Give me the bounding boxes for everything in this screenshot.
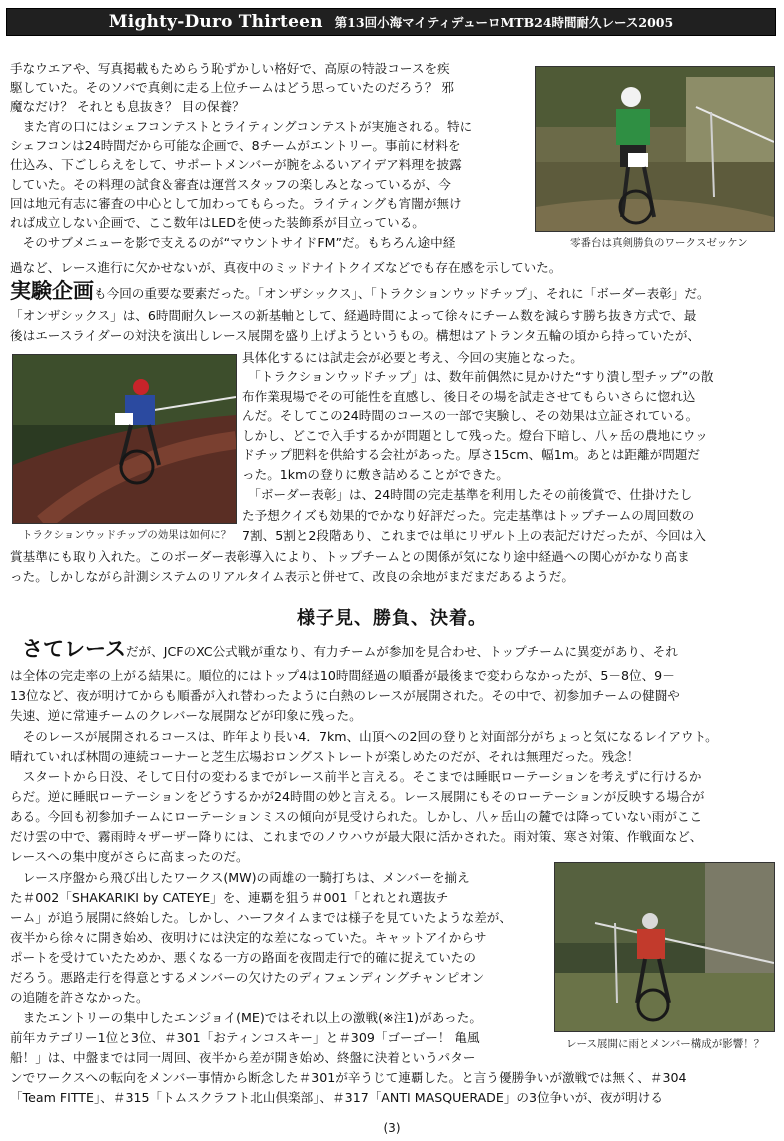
text-line: 「トラクションウッドチップ」は、数年前偶然に見かけた“すり潰し型チップ”の散: [242, 369, 714, 384]
text-line: そのサブメニューを影で支えるのが“マウントサイドFM”だ。もちろん途中経: [10, 235, 456, 250]
lead-word-race: さてレース: [22, 637, 126, 661]
text-line: レース序盤から飛び出したワークス(MW)の両雄の一騎打ちは、メンバーを揃え: [10, 870, 470, 885]
text-line: った。1kmの登りに敷き詰めることができた。: [242, 467, 509, 482]
text-line: れば成立しない企画で、ここ数年はLEDを使った装飾系が目立っている。: [10, 215, 425, 230]
text-line: 失速、逆に常連チームのクレバーな展開などが印象に残った。: [10, 708, 362, 723]
lead-paragraph-experiments: [10, 279, 774, 305]
photo1-caption: 零番台は真剣勝負のワークスゼッケン: [570, 237, 748, 249]
text-line: 13位など、夜が明けてからも順番が入れ替わったように白熱のレースが展開された。その中で、初参加チームの健闘や: [10, 688, 680, 703]
page-number: (3): [383, 1121, 401, 1135]
text-line: 布作業現場でその可能性を直感し、後日その場を試走させてもらいさらに惚れ込: [242, 389, 696, 404]
text-line: 賞基準にも取り入れた。このボーダー表彰導入により、トップチームとの関係が気になり途中経過への関心がかなり高ま: [10, 549, 690, 564]
lead-word-experiments: 実験企画: [10, 279, 94, 303]
text-line: 後はエースライダーの対決を演出しレース展開を盛り上げようというもの。構想はアトランタ五輪の頃から持っていたが、: [10, 328, 701, 343]
lead-paragraph-race: [22, 637, 774, 663]
text-line: 「オンザシックス」は、6時間耐久レースの新基軸として、経過時間によって徐々にチーム数を減らす勝ち抜き方式で、最: [10, 308, 697, 323]
photo2-caption: トラクションウッドチップの効果は如何に？: [22, 529, 232, 541]
text-line: しかし、どこで入手するかが問題として残った。燈台下暗し、八ヶ岳の農地にウッ: [242, 428, 708, 443]
text-line: の追随を許さなかった。: [10, 990, 149, 1005]
text-line: 前年カテゴリー1位と3位、＃301「おティンコスキー」と＃309「ゴーゴー！ 亀風: [10, 1030, 480, 1045]
text-line: ポートを受けていたためか、悪くなる一方の路面を夜間走行で的確に捉えていたの: [10, 950, 476, 965]
text-line: レースへの集中度がさらに高まったのだ。: [10, 849, 249, 864]
text-line: んだ。そしてこの24時間のコースの一部で実験し、その効果は立証されている。: [242, 408, 699, 423]
photo-wood-chip-course: [12, 354, 237, 524]
text-line: た予想クイズも効果的でかなり好評だった。完走基準はトップチームの周回数の: [242, 508, 695, 523]
section-heading: 様子見、勝負、決着。: [297, 608, 487, 629]
text-line: 具体化するには試走会が必要と考え、今回の実施となった。: [242, 350, 583, 365]
text-line: ある。今回も初参加チームにローテーションミスの傾向が見受けられた。しかし、八ヶ岳山の麓では降っていない雨がここ: [10, 809, 703, 824]
lead-rest: も今回の重要な要素だった。「オンザシックス」、「トラクションウッドチップ」、それに「ボーダー表彰」だ。: [94, 286, 710, 301]
text-line: 仕込み、下ごしらえをして、サポートメンバーが腕をふるいアイデア料理を披露: [10, 157, 462, 172]
text-line: 駆していた。そのソバで真剣に走る上位チームはどう思っていたのだろう？ 邪: [10, 80, 455, 95]
photo-rain-course: [554, 862, 775, 1032]
text-line: だろう。悪路走行を得意とするメンバーの欠けたのディフェンディングチャンピオン: [10, 970, 485, 985]
text-line: ンでワークスへの転向をメンバー事情から断念した＃301が辛うじて連覇した。と言う優勝争いが激戦では無く、＃304: [10, 1070, 687, 1085]
text-line: 7割、5割と2段階あり、これまでは単にリザルト上の表記だけだったが、今回は入: [242, 528, 706, 543]
text-line: 船！」は、中盤までは同一周回、夜半から差が開き始め、終盤に決着というパター: [10, 1050, 476, 1065]
text-line: った。しかしながら計測システムのリアルタイム表示と併せて、改良の余地がまだまだあるようだ。: [10, 569, 574, 584]
text-line: だけ雲の中で、霧雨時々ザーザー降りには、これまでのノウハウが最大限に活かされた。雨対策、寒さ対策、作戦面など、: [10, 829, 703, 844]
text-line: らだ。逆に睡眠ローテーションをどうするかが24時間の妙と言える。レース展開にもそのローテーションが反映する場合が: [10, 789, 705, 804]
page-header-banner: [6, 8, 776, 36]
text-line: 魔なだけ？ それとも息抜き？ 目の保養？: [10, 99, 245, 114]
photo-rider-number-plate: [535, 66, 775, 232]
text-line: 「ボーダー表彰」は、24時間の完走基準を利用したその前後賞で、仕掛けたし: [242, 487, 693, 502]
text-line: 夜半から徐々に開き始め、夜明けには決定的な差になっていた。キャットアイからサ: [10, 930, 487, 945]
text-line: ドチップ肥料を供給する会社があった。厚さ15cm、幅1m。あとは距離が問題だ: [242, 447, 700, 462]
text-line: スタートから日没、そして日付の変わるまでがレース前半と言える。そこまでは睡眠ローテーションを考えずに行けるか: [10, 769, 702, 784]
text-line: ーム」が追う展開に終始した。しかし、ハーフタイムまでは様子を見ていたような差が、: [10, 910, 512, 925]
text-line: 「Team FITTE」、＃315「トムスクラフト北山倶楽部」、＃317「ANTI MASQUERADE」の3位争いが、夜が明ける: [10, 1090, 663, 1105]
text-line: 晴れていれば林間の連続コーナーと芝生広場おロングストレートが楽しめたのだが、それは無理だった。残念！: [10, 749, 640, 764]
text-line: またエントリーの集中したエンジョイ(ME)ではそれ以上の激戦(※注1)があった。: [10, 1010, 482, 1025]
text-line: していた。その料理の試食＆審査は運営スタッフの楽しみとなっているが、今: [10, 177, 451, 192]
text-line: た＃002「SHAKARIKI by CATEYE」を、連覇を狙う＃001「とれとれ選抜チ: [10, 890, 449, 905]
text-line: シェフコンは24時間だから可能な企画で、8チームがエントリー。事前に材料を: [10, 138, 461, 153]
text-line: 回は地元有志に審査の中心として加わってもらった。ライティングも宵闇が無け: [10, 196, 462, 211]
text-line: は全体の完走率の上がる結果に。順位的にはトップ4は10時間経過の順番が最後まで変わらなかったが、5－8位、9－: [10, 668, 675, 683]
text-line: 過など、レース進行に欠かせないが、真夜中のミッドナイトクイズなどでも存在感を示していた。: [10, 260, 562, 275]
text-line: また宵の口にはシェフコンテストとライティングコンテストが実施される。特に: [10, 119, 473, 134]
text-line: 手なウエアや、写真掲載もためらう恥ずかしい格好で、高原の特設コースを疾: [10, 61, 450, 76]
header-subtitle: 第13回小海マイティデューロMTB24時間耐久レース2005: [334, 15, 674, 30]
photo3-caption: レース展開に雨とメンバー構成が影響！？: [566, 1038, 765, 1050]
header-title: Mighty-Duro Thirteen: [108, 12, 323, 32]
lead-rest: だが、JCFのXC公式戦が重なり、有力チームが参加を見合わせ、トップチームに異変があり、それ: [125, 644, 678, 659]
text-line: そのレースが展開されるコースは、昨年より長い4．7km、山頂への2回の登りと対面部分がちょっと気になるレイアウト。: [10, 729, 718, 744]
